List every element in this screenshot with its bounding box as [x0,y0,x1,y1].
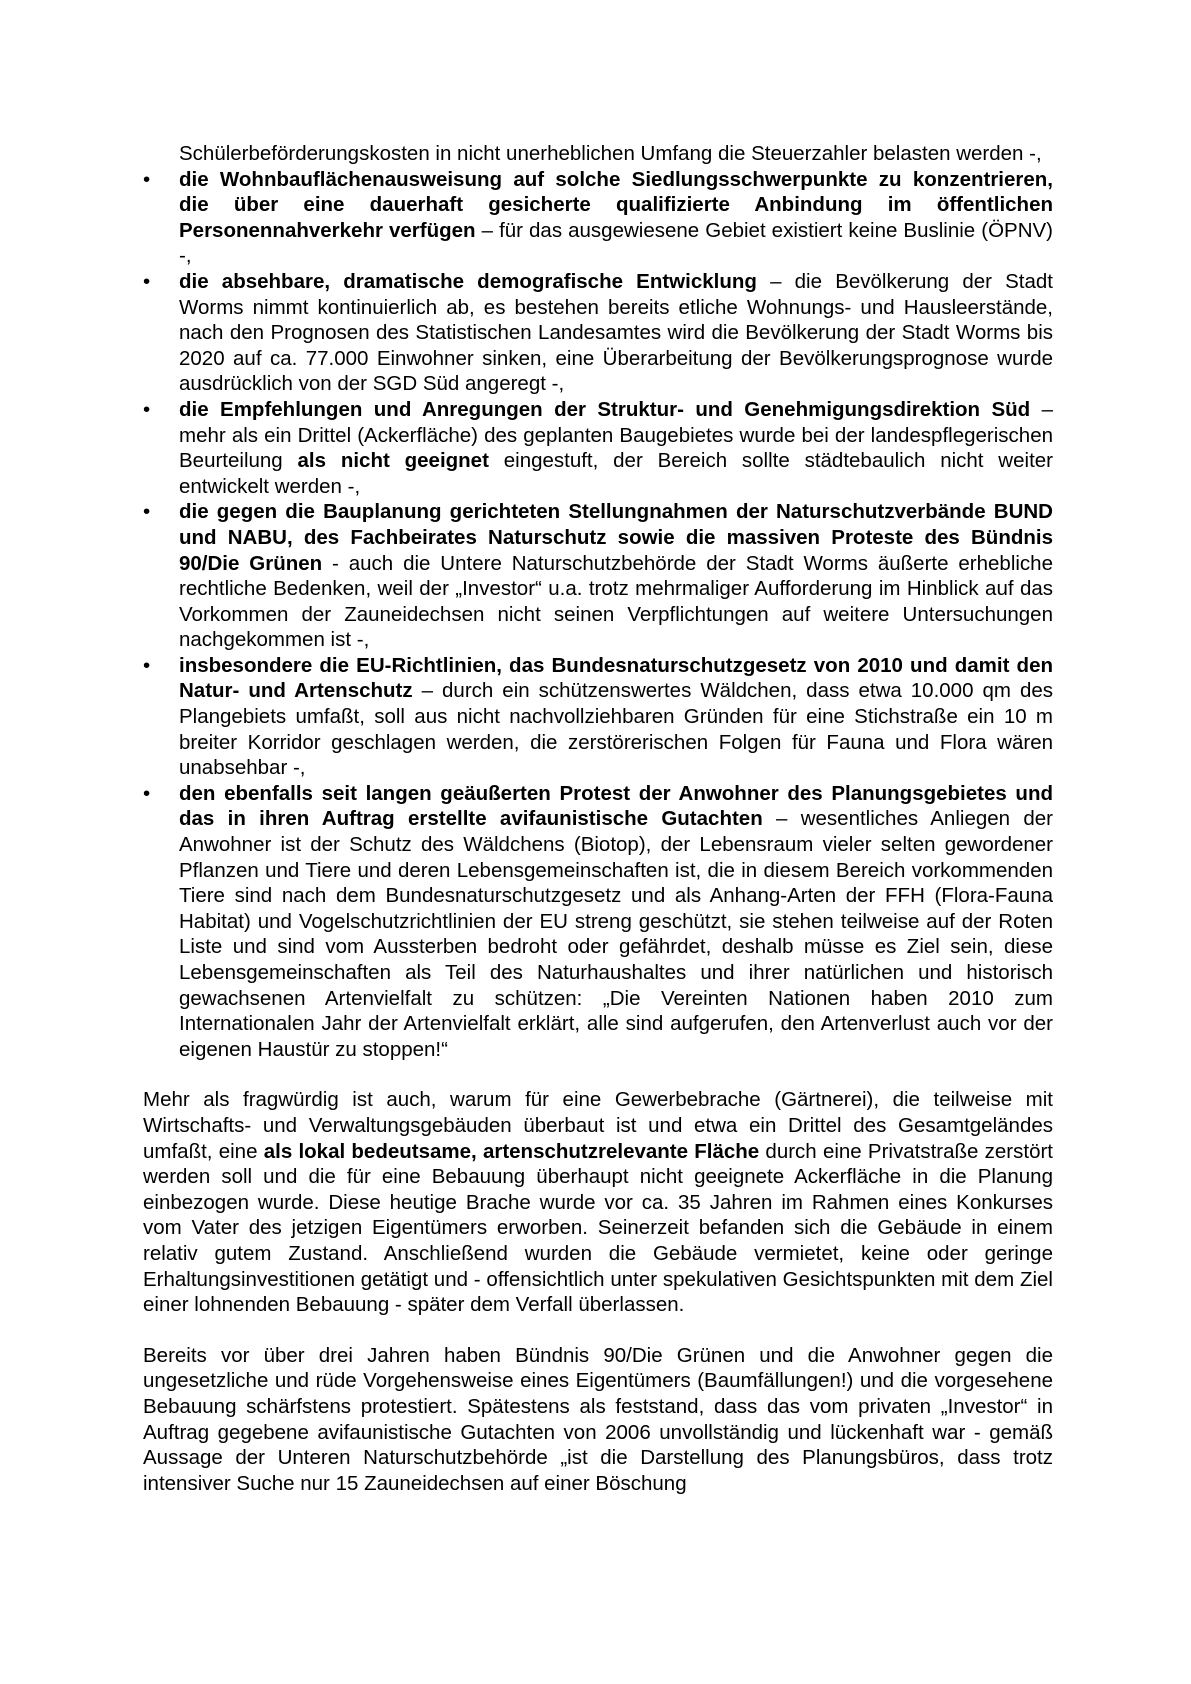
bullet-bold-text: die absehbare, dramatische demografische Entwicklung [179,269,757,293]
bullet-icon: • [143,269,151,293]
bullet-icon: • [143,167,151,191]
bullet-text: - auch die Untere Naturschutzbehörde der Stadt Worms äußerte erhebliche rechtliche Bedenken, weil der „Investor“ u.a. trotz mehrmaliger Aufforderung im Hinblick auf das Vorkommen der Zauneidechsen nicht seinen Verpflichtungen auf weitere Untersuchungen nachgekommen ist -, [179,551,1053,652]
bullet-bold-text: als nicht geeignet [297,449,489,473]
paragraph-protest: Bereits vor über drei Jahren haben Bündnis 90/Die Grünen und die Anwohner gegen die ungesetzliche und rüde Vorgehensweise eines Eigentümers (Baumfällungen!) und die vorgesehene Bebauung schärfstens protestiert. Spätestens als feststand, dass das vom privaten „Investor“ in Auftrag gegebene avifaunistische Gutachten von 2006 unvollständig und lückenhaft war - gemäß Aussage der Unteren Naturschutzbehörde „ist die Darstellung des Planungsbüros, dass trotz intensiver Suche nur 15 Zauneidechsen auf einer Böschung [143,1343,1053,1495]
paragraph-text: durch eine Privatstraße zerstört werden soll und die für eine Bebauung überhaupt nicht geeignete Ackerfläche in die Planung einbezogen wurde. Diese heutige Brache wurde vor ca. 35 Jahren im Rahmen eines Konkurses vom Vater des jetzigen Eigentümers erworben. Seinerzeit befanden sich die Gebäude in einem relativ gutem Zustand. Anschließend wurden die Gebäude vermietet, keine oder geringe Erhaltungsinvestitionen getätigt und - offensichtlich unter spekulativen Gesichtspunkten mit dem Ziel einer lohnenden Bebauung - später dem Verfall überlassen. [143,1139,1054,1317]
bullet-item [143,653,1053,781]
document-body [143,141,1053,1496]
bullet-icon: • [143,781,151,805]
bullet-bold-text: die gegen die Bauplanung gerichteten Stellungnahmen der Naturschutzverbände BUND und NABU, des Fachbeirates Naturschutz sowie die massiven Proteste des Bündnis 90/Die Grünen [179,500,1053,575]
bullet-bold-text: den ebenfalls seit langen geäußerten Protest der Anwohner des Planungsgebietes und das in ihren Auftrag erstellte avifaunistische Gutachten [179,781,1053,831]
bullet-text: – durch ein schützenswertes Wäldchen, dass etwa 10.000 qm des Plangebiets umfaßt, soll aus nicht nachvollziehbaren Gründen für eine Stichstraße ein 10 m breiter Korridor geschlagen werden, die zerstörerischen Folgen für Fauna und Flora wären unabsehbar -, [179,679,1053,780]
bullet-bold-text: insbesondere die EU-Richtlinien, das Bundesnaturschutzgesetz von 2010 und damit den Natur- und Artenschutz [179,653,1053,703]
intro-continuation: Schülerbeförderungskosten in nicht unerheblichen Umfang die Steuerzahler belasten werden -, [179,142,1042,165]
bullet-bold-text: die Wohnbauflächenausweisung auf solche Siedlungsschwerpunkte zu konzentrieren, die über eine dauerhaft gesicherte qualifizierte Anbindung im öffentlichen Personennahverkehr verfügen [179,167,1053,242]
bullet-item [143,781,1053,1063]
bullet-text: – wesentliches Anliegen der Anwohner ist der Schutz des Wäldchens (Biotop), der Lebensraum vieler selten gewordener Pflanzen und Tiere und deren Lebensgemeinschaften ist, die in diesem Bereich vorkommenden Tiere sind nach dem Bundesnaturschutzgesetz und als Anhang-Arten der FFH (Flora-Fauna Habitat) und Vogelschutzrichtlinien der EU streng geschützt, sie stehen teilweise auf der Roten Liste und sind vom Aussterben bedroht oder gefährdet, deshalb müsse es Ziel sein, diese Lebensgemeinschaften als Teil des Naturhaushaltes und ihrer natürlichen und historisch gewachsenen Artenvielfalt zu schützen: „Die Vereinten Nationen haben 2010 zum Internationalen Jahr der Artenvielfalt erklärt, alle sind aufgerufen, den Artenverlust auch vor der eigenen Haustür zu stoppen!“ [179,807,1053,1061]
bullet-item [143,499,1053,653]
bullet-icon: • [143,397,151,421]
bullet-text: – die Bevölkerung der Stadt Worms nimmt kontinuierlich ab, es bestehen bereits etliche Wohnungs- und Hausleerstände, nach den Prognosen des Statistischen Landesamtes wird die Bevölkerung der Stadt Worms bis 2020 auf ca. 77.000 Einwohner sinken, eine Überarbeitung der Bevölkerungsprognose wurde ausdrücklich von der SGD Süd angeregt -, [179,269,1053,396]
paragraph-gewerbebrache [143,1087,1053,1317]
bullet-icon: • [143,500,151,524]
paragraph-bold-text: als lokal bedeutsame, artenschutzrelevante Fläche [263,1139,760,1163]
bullet-bold-text: die Empfehlungen und Anregungen der Struktur- und Genehmigungsdirektion Süd [179,397,1031,421]
bullet-text: eingestuft, der Bereich sollte städtebaulich nicht weiter entwickelt werden -, [179,449,1053,498]
bullet-item [143,167,1053,269]
paragraph-text: Mehr als fragwürdig ist auch, warum für eine Gewerbebrache (Gärtnerei), die teilweise mit Wirtschafts- und Verwaltungsgebäuden überbaut ist und etwa ein Drittel des Gesamtgeländes umfaßt, eine [143,1088,1053,1163]
bullet-text: – mehr als ein Drittel (Ackerfläche) des geplanten Baugebietes wurde bei der landespflegerischen Beurteilung [179,397,1053,473]
bullet-text: – für das ausgewiesene Gebiet existiert keine Buslinie (ÖPNV) -, [179,218,1053,268]
bullet-list [143,167,1053,1063]
bullet-icon: • [143,653,151,677]
bullet-item [143,397,1053,499]
bullet-item [143,269,1053,397]
